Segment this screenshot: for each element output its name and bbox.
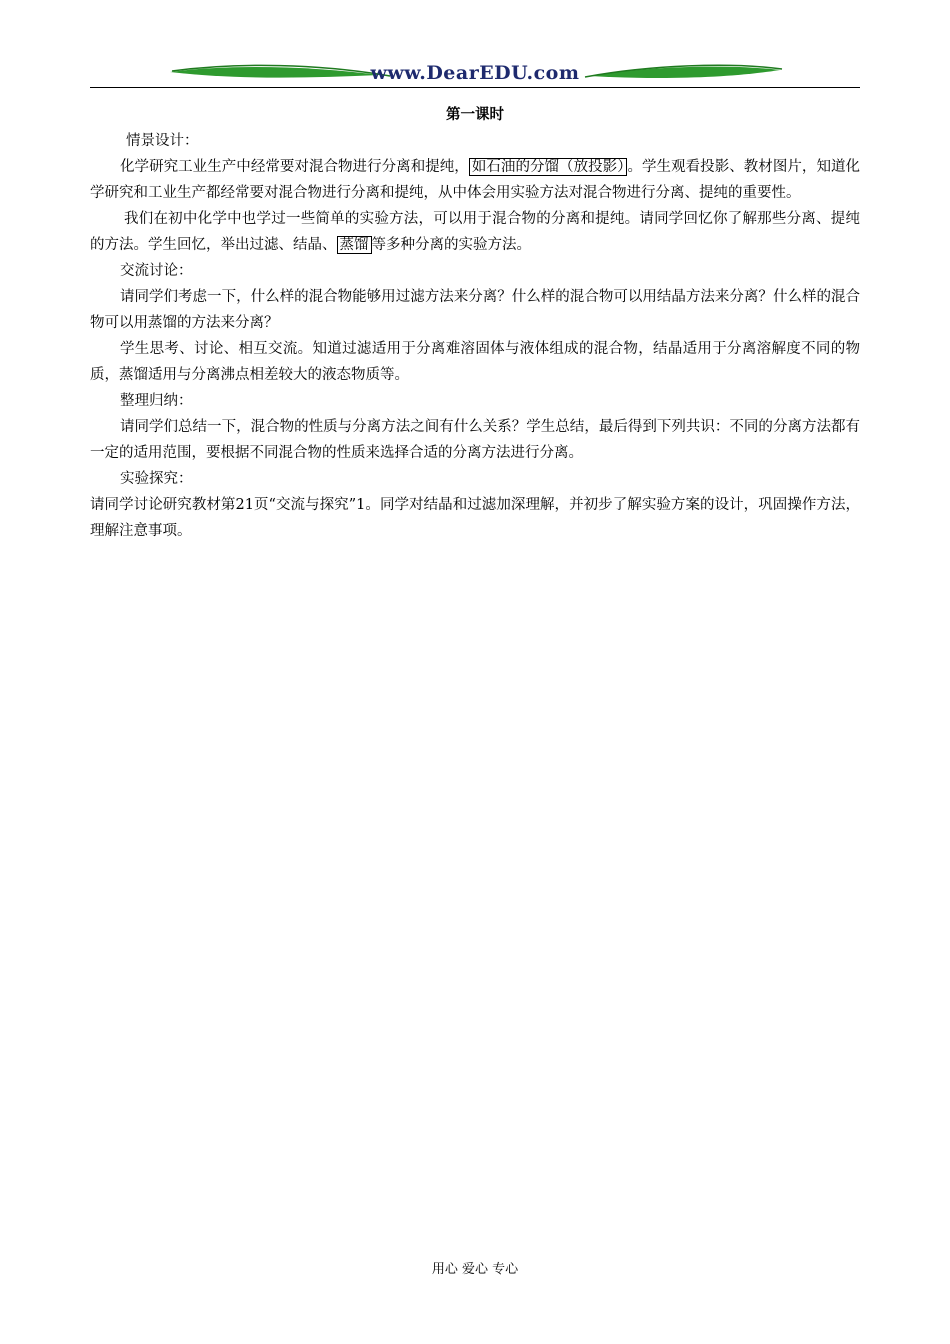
paragraph — [90, 206, 860, 258]
text-run: 我们在初中化学中也学过一些简单的实验方法，可以用于混合物的分离和提纯。请同学回忆你了解那些分离、提纯的方法。学生回忆，举出过滤、结晶、 — [90, 211, 860, 253]
section-heading-scenario: 情景设计： — [126, 133, 199, 149]
paragraph: 学生思考、讨论、相互交流。知道过滤适用于分离难溶固体与液体组成的混合物，结晶适用于分离溶解度不同的物质，蒸馏适用与分离沸点相差较大的液态物质等。 — [90, 341, 860, 383]
section-heading-experiment: 实验探究： — [120, 471, 193, 487]
paragraph: 请同学们总结一下，混合物的性质与分离方法之间有什么关系？学生总结，最后得到下列共识：不同的分离方法都有一定的适用范围，要根据不同混合物的性质来选择合适的分离方法进行分离。 — [90, 419, 860, 461]
text-run: 。学生观看投影、教材图片，知道化学研究和工业生产都经常要对混合物进行分离和提纯，从中体会用实验方法对混合物进行分离、提纯的重要性。 — [90, 159, 861, 201]
boxed-text: 如石油的分馏（放投影） — [469, 158, 628, 176]
text-run: 等多种分离的实验方法。 — [371, 237, 531, 253]
paragraph — [90, 154, 860, 206]
site-header — [90, 58, 860, 90]
boxed-text: 蒸馏 — [337, 236, 372, 254]
header-rule — [90, 87, 860, 88]
page-title: 第一课时 — [446, 106, 504, 123]
paragraph: 请同学们考虑一下，什么样的混合物能够用过滤方法来分离？什么样的混合物可以用结晶方法来分离？什么样的混合物可以用蒸馏的方法来分离？ — [90, 289, 860, 331]
section-heading-discussion: 交流讨论： — [120, 263, 193, 279]
text-run: 化学研究工业生产中经常要对混合物进行分离和提纯， — [120, 159, 469, 175]
section-heading-summary: 整理归纳： — [120, 393, 193, 409]
paragraph: 请同学讨论研究教材第21页“交流与探究”1。同学对结晶和过滤加深理解，并初步了解实验方案的设计，巩固操作方法，理解注意事项。 — [90, 497, 860, 539]
page-footer: 用心 爱心 专心 — [431, 1262, 519, 1277]
document-body — [90, 100, 860, 544]
site-logo-text: www.DearEDU.com — [370, 62, 580, 84]
